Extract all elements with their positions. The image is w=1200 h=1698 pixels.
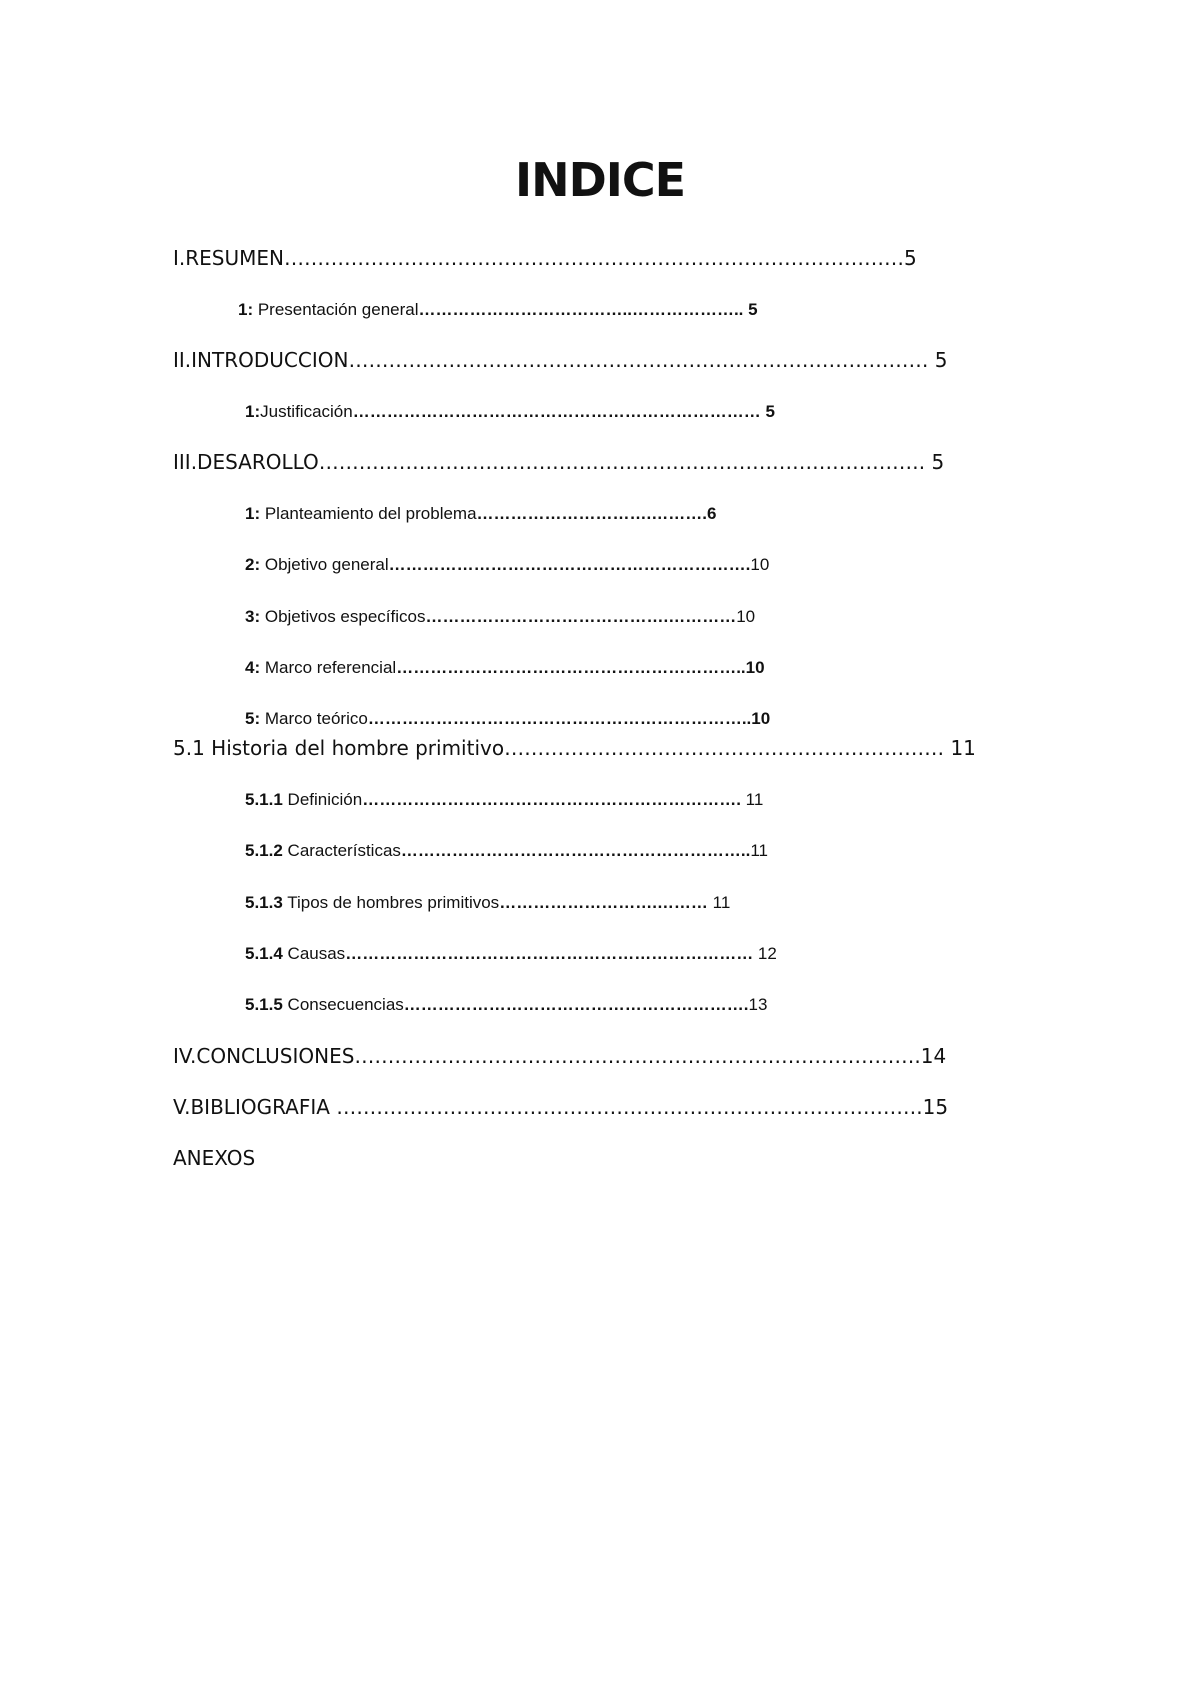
toc-entry-label: Objetivo general [260,555,389,574]
toc-entry-number: 5.1.5 [245,995,283,1014]
toc-page-number: 11 [740,790,764,809]
toc-subentry-consecuencias [245,993,768,1017]
toc-leader-dots: ………………………………………………………… [504,736,945,760]
toc-page-number: 11 [707,893,731,912]
toc-entry-label: Características [282,841,401,860]
toc-entry-number: 4: [245,658,261,677]
toc-subentry-marco-referencial [245,656,765,680]
toc-page-number: 5 [903,246,917,270]
toc-entry-resumen [173,244,993,272]
toc-entry-label: II.INTRODUCCION [173,348,349,372]
toc-entry-label: V.BIBLIOGRAFIA [173,1095,337,1119]
toc-page-number: 15 [922,1095,949,1119]
toc-page-number: 5 [925,450,945,474]
toc-leader-dots: …………………………………………………………. [362,790,741,809]
toc-entry-number: 5.1.2 [245,841,283,860]
toc-entry-number: 5.1.1 [245,790,283,809]
toc-subentry-objetivos-especificos [245,605,765,629]
toc-entry-number: 5.1.3 [245,893,283,912]
toc-leader-dots: ……………………………………………………………… [352,402,761,421]
toc-page-number: 11 [944,736,976,760]
toc-entry-label: Objetivos específicos [260,607,426,626]
toc-leader-dots: ……………………………………………………. [403,995,749,1014]
toc-subentry-causas [245,942,777,966]
toc-entry-label: Definición [282,790,363,809]
toc-entry-bibliografia [173,1093,993,1121]
toc-page-number: 10 [751,709,771,728]
toc-page-number: 5 [928,348,948,372]
toc-entry-historia-hombre-primitivo [173,734,1013,762]
toc-leader-dots: ……………………………………………………………………………. [336,1095,923,1119]
toc-leader-dots: ………………………….………. [476,504,707,523]
toc-page-number: 5 [743,300,758,319]
toc-entry-number: 3: [245,607,261,626]
toc-subentry-definicion [245,788,765,812]
toc-entry-label: Planteamiento del problema [260,504,477,523]
toc-entry-label: ANEXOS [173,1146,256,1170]
toc-leader-dots: ………………………………………………………. [388,555,751,574]
toc-entry-label: Marco referencial [260,658,397,677]
toc-page-number: 5 [760,402,775,421]
toc-page-number: 10 [736,607,756,626]
toc-entry-anexos [173,1144,993,1172]
toc-leader-dots: ……………………….……… [499,893,708,912]
toc-leader-dots: ………………………………..……………….. [418,300,744,319]
toc-entry-conclusiones [173,1042,993,1070]
toc-entry-label: III.DESAROLLO [173,450,319,474]
toc-leader-dots: …………………………………………………….. [396,658,746,677]
toc-entry-label: Presentación general [253,300,419,319]
toc-leader-dots: …………………………………………………………………………. [354,1044,921,1068]
toc-subentry-justificacion [245,400,775,424]
toc-leader-dots: …………………………………….………… [425,607,737,626]
toc-leader-dots: …………………………………………………………………………… [348,348,929,372]
toc-entry-number: 2: [245,555,261,574]
toc-entry-number: 1: [245,402,261,421]
toc-entry-number: 5: [245,709,261,728]
toc-entry-label: Causas [282,944,346,963]
toc-subentry-tipos-hombres-primitivos [245,891,765,915]
toc-entry-number: 1: [245,504,261,523]
toc-subentry-objetivo-general [245,553,770,577]
toc-entry-label: IV.CONCLUSIONES [173,1044,355,1068]
toc-leader-dots: ………………………………………………………………………………… [283,246,904,270]
toc-subentry-caracteristicas [245,839,769,863]
toc-subentry-presentacion-general [238,298,758,322]
toc-entry-label: Consecuencias [282,995,404,1014]
toc-page-number: 10 [750,555,770,574]
toc-page-number: 11 [750,841,769,860]
page-title: INDICE [514,153,686,207]
toc-leader-dots: ………………………………………………………….. [367,709,752,728]
toc-entry-label: Justificación [260,402,353,421]
toc-entry-label: Tipos de hombres primitivos [282,893,500,912]
toc-leader-dots: ……………………………………………………………… [345,944,754,963]
toc-page-number: 13 [748,995,768,1014]
toc-entry-number: 1: [238,300,254,319]
toc-subentry-planteamiento [245,502,765,526]
toc-page-number: 10 [745,658,765,677]
toc-page-number: 12 [753,944,777,963]
toc-subentry-marco-teorico [245,707,771,731]
toc-entry-label: 5.1 Historia del hombre primitivo [173,736,505,760]
toc-leader-dots: ………………………………………………………………………………. [318,450,926,474]
toc-entry-number: 5.1.4 [245,944,283,963]
toc-entry-introduccion [173,346,993,374]
toc-entry-desarollo [173,448,993,476]
toc-leader-dots: …………………………………………………….. [400,841,751,860]
toc-entry-label: Marco teórico [260,709,368,728]
toc-page-number: 14 [920,1044,947,1068]
toc-page-number: 6 [707,504,717,523]
toc-entry-label: I.RESUMEN [173,246,284,270]
